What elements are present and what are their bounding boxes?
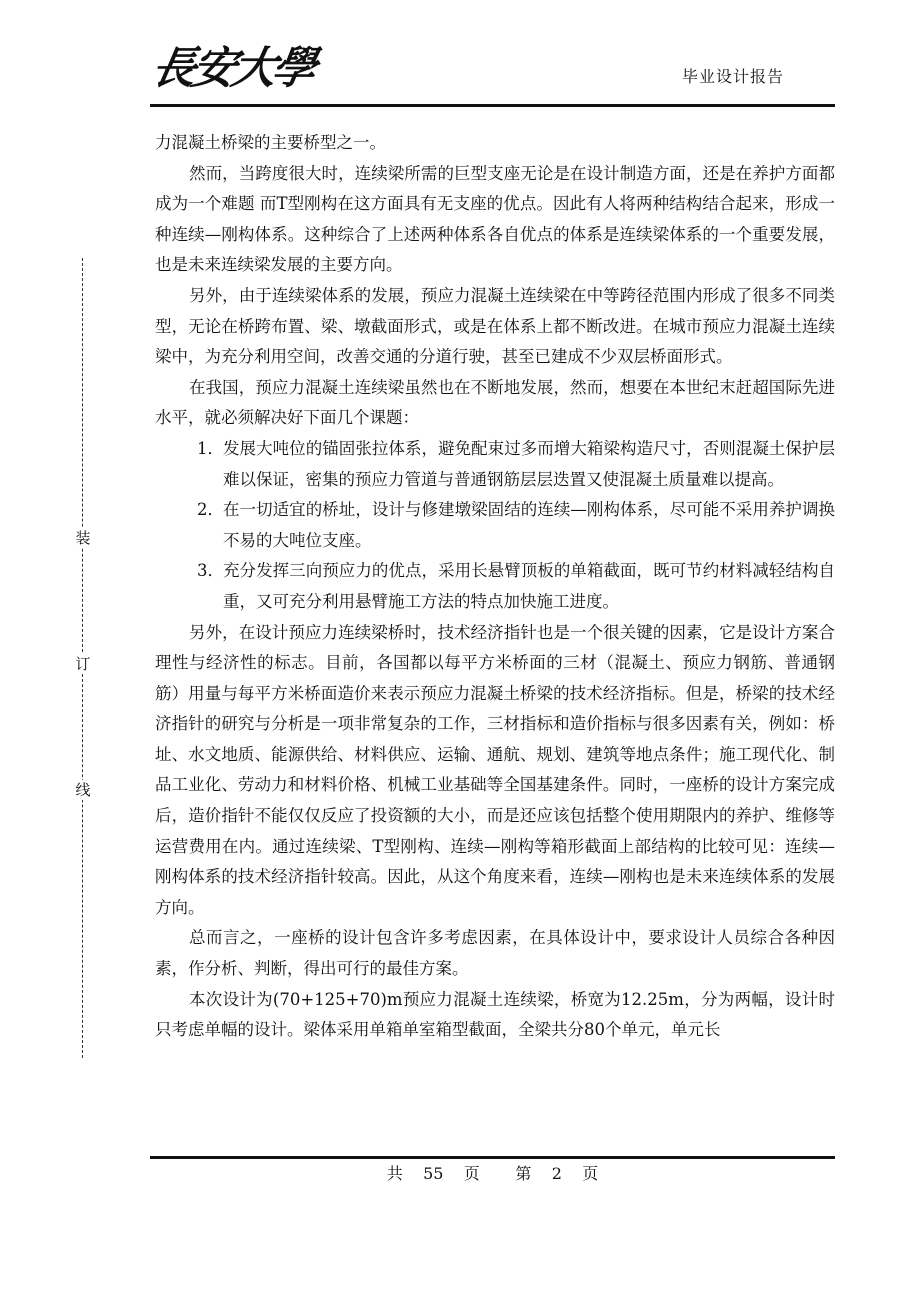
footer-rule <box>150 1156 835 1159</box>
paragraph: 力混凝土桥梁的主要桥型之一。 <box>155 133 386 152</box>
footer-total-suffix: 页 <box>463 1164 480 1183</box>
list-item-number: 2． <box>197 500 224 520</box>
list-item <box>155 556 835 617</box>
binding-margin <box>68 258 98 1080</box>
list-item-number: 3． <box>197 561 224 581</box>
binding-char-ding: 订 <box>72 654 94 674</box>
paragraph: 本次设计为(70+125+70)m预应力混凝土连续梁，桥宽为12.25m，分为两幅，设计时只考虑单幅的设计。梁体采用单箱单室箱型截面，全梁共分80个单元，单元长 <box>155 989 835 1040</box>
footer-current-prefix: 第 <box>515 1164 532 1183</box>
footer-current-suffix: 页 <box>582 1164 599 1183</box>
paragraph: 然而，当跨度很大时，连续梁所需的巨型支座无论是在设计制造方面，还是在养护方面都成为一个难题 而T型刚构在这方面具有无支座的优点。因此有人将两种结构结合起来，形成一种连续—刚构体系。这种综合了上述两种体系各自优点的体系是连续梁体系的一个重要发展，也是未来连续梁发展的主要方向。 <box>155 163 835 275</box>
footer-current-page: 2 <box>551 1164 562 1183</box>
document-type-label: 毕业设计报告 <box>682 67 785 86</box>
list-item-text: 在一切适宜的桥址，设计与修建墩梁固结的连续—刚构体系，尽可能不采用养护调换不易的大吨位支座。 <box>223 500 835 550</box>
paragraph: 另外，在设计预应力连续梁桥时，技术经济指针也是一个很关键的因素，它是设计方案合理性与经济性的标志。目前，各国都以每平方米桥面的三材（混凝土、预应力钢筋、普通钢筋）用量与每平方米桥面造价来表示预应力混凝土桥梁的技术经济指标。但是，桥梁的技术经济指针的研究与分析是一项非常复杂的工作，三材指标和造价指标与很多因素有关，例如：桥址、水文地质、能源供给、材料供应、运输、通航、规划、建筑等地点条件；施工现代化、制品工业化、劳动力和材料价格、机械工业基础等全国基建条件。同时，一座桥的设计方案完成后，造价指针不能仅仅反应了投资额的大小，而是还应该包括整个使用期限内的养护、维修等运营费用在内。通过连续梁、T型刚构、连续—刚构等箱形截面上部结构的比较可见：连续—刚构体系的技术经济指针较高。因此，从这个角度来看，连续—刚构也是未来连续体系的发展方向。 <box>155 622 835 917</box>
binding-char-xian: 线 <box>72 780 94 800</box>
page-footer <box>150 1163 835 1185</box>
university-logo: 長安大學 <box>147 43 317 94</box>
list-item <box>155 495 835 556</box>
list-item <box>155 434 835 495</box>
paragraph: 总而言之，一座桥的设计包含许多考虑因素，在具体设计中，要求设计人员综合各种因素，作分析、判断，得出可行的最佳方案。 <box>155 928 835 979</box>
header-rule <box>150 104 835 107</box>
list-item-text: 充分发挥三向预应力的优点，采用长悬臂顶板的单箱截面，既可节约材料减轻结构自重，又可充分利用悬臂施工方法的特点加快施工进度。 <box>223 561 835 611</box>
paragraph: 在我国，预应力混凝土连续梁虽然也在不断地发展，然而，想要在本世纪末赶超国际先进水平，就必须解决好下面几个课题： <box>155 377 835 428</box>
list-item-text: 发展大吨位的锚固张拉体系，避免配束过多而增大箱梁构造尺寸，否则混凝土保护层难以保证，密集的预应力管道与普通钢筋层层迭置又使混凝土质量难以提高。 <box>223 438 835 489</box>
footer-total-prefix: 共 <box>386 1164 403 1183</box>
report-body <box>155 128 835 1046</box>
list-item-number: 1． <box>197 438 224 458</box>
binding-char-zhuang: 装 <box>72 528 94 548</box>
footer-total-pages: 55 <box>423 1164 444 1183</box>
paragraph: 另外，由于连续梁体系的发展，预应力混凝土连续梁在中等跨径范围内形成了很多不同类型，无论在桥跨布置、梁、墩截面形式，或是在体系上都不断改进。在城市预应力混凝土连续梁中，为充分利用空间，改善交通的分道行驶，甚至已建成不少双层桥面形式。 <box>155 285 835 367</box>
